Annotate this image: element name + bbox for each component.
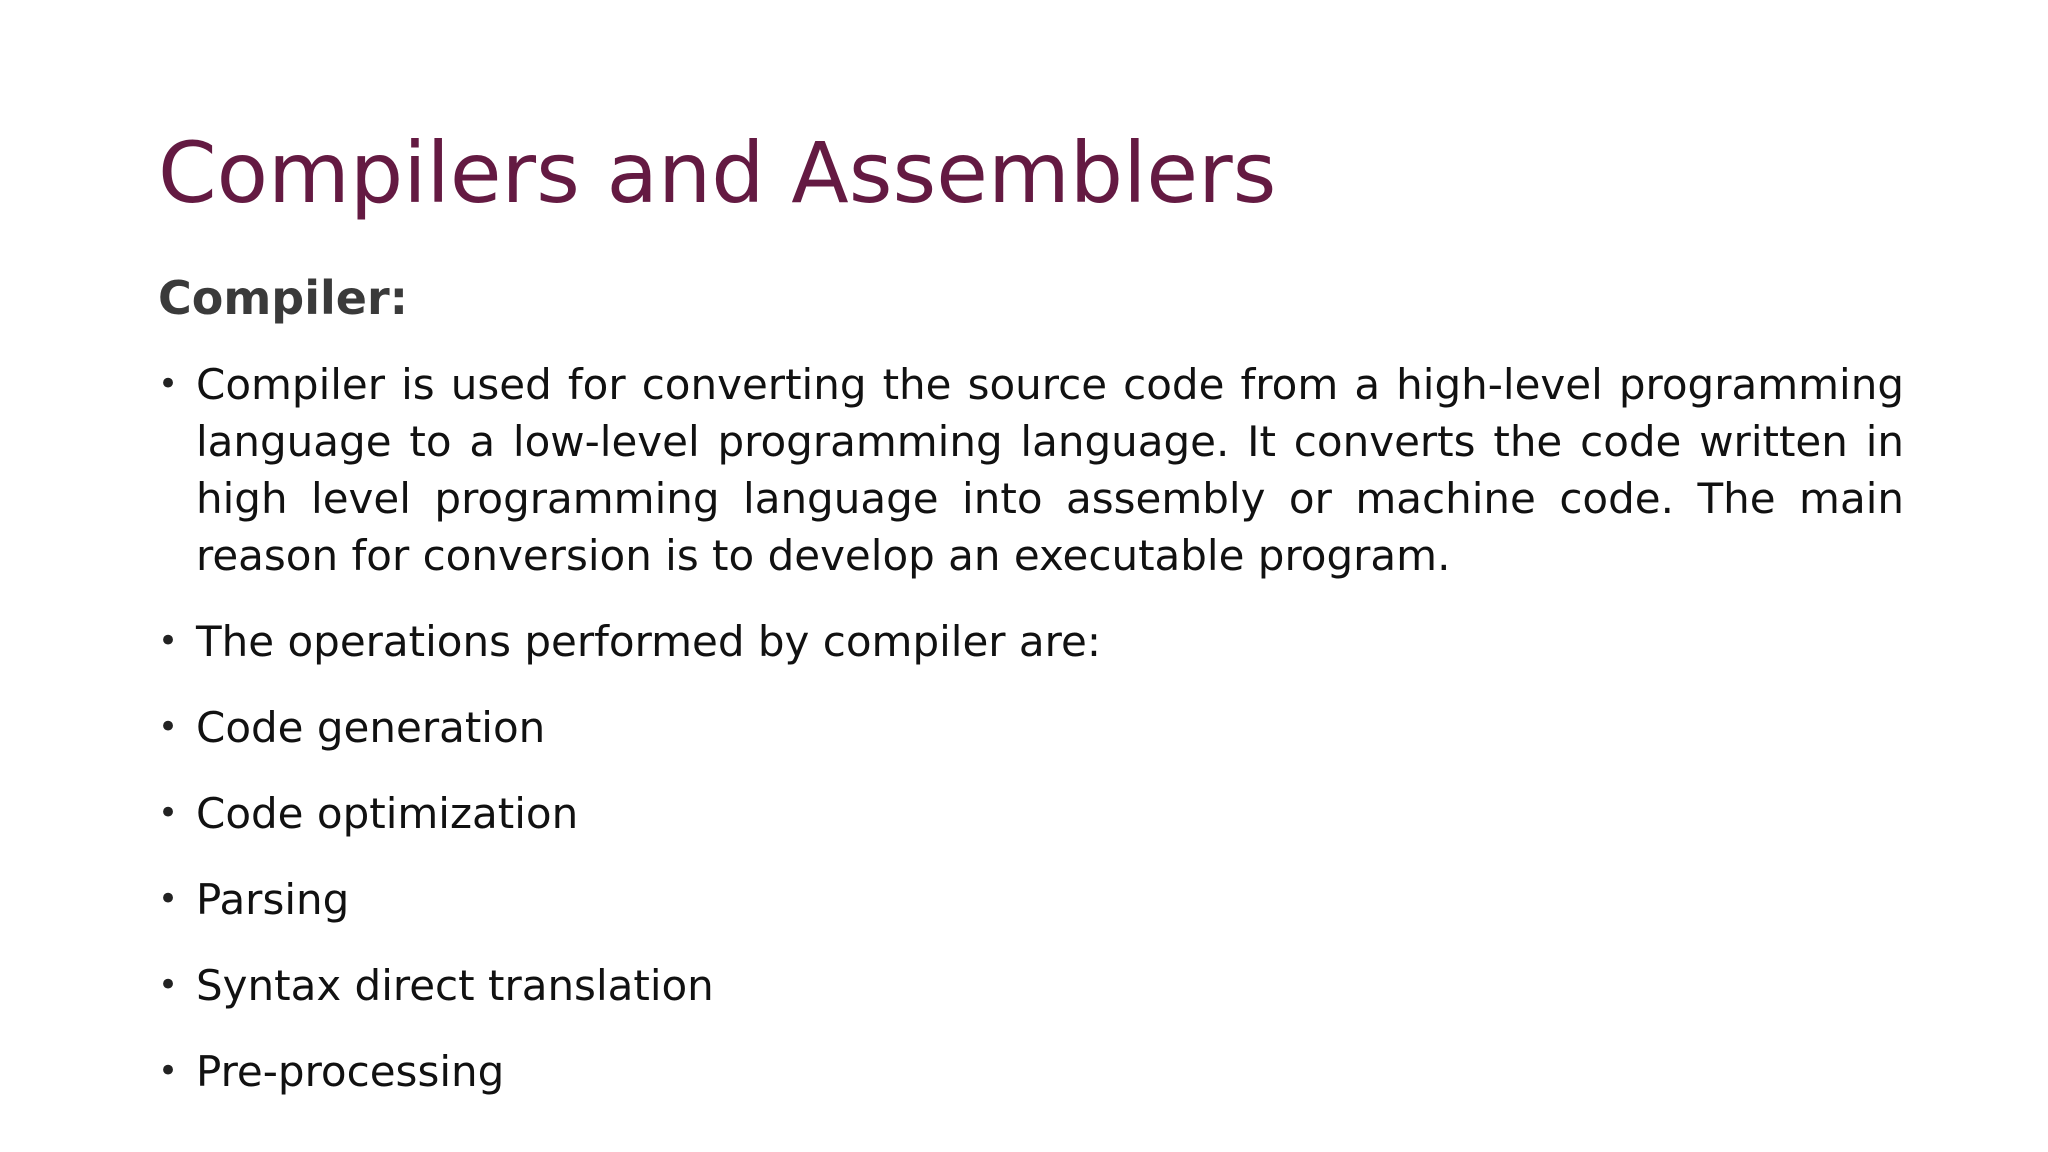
bullet-text: Syntax direct translation: [196, 961, 714, 1010]
bullet-text: Code generation: [196, 703, 546, 752]
bullet-item: [158, 356, 1904, 584]
bullet-icon: •: [158, 621, 179, 661]
section-heading: Compiler:: [158, 271, 409, 325]
bullet-text: Pre-processing: [196, 1047, 505, 1096]
bullet-item: [158, 699, 1904, 756]
bullet-text: Compiler is used for converting the source code from a high-level programming language to a low-level programming language. It converts the code written in high level programming language into assembly or machine code. The main reason for conversion is to develop an executable program.: [196, 360, 1904, 580]
slide-title: Compilers and Assemblers: [158, 124, 1277, 222]
bullet-icon: •: [158, 707, 179, 747]
bullet-item: [158, 871, 1904, 928]
bullet-item: [158, 785, 1904, 842]
bullet-item: [158, 1043, 1904, 1100]
bullet-icon: •: [158, 965, 179, 1005]
bullet-icon: •: [158, 793, 179, 833]
bullet-text: Parsing: [196, 875, 350, 924]
bullet-icon: •: [158, 879, 179, 919]
bullet-list: [158, 356, 1904, 1129]
bullet-item: [158, 957, 1904, 1014]
bullet-text: The operations performed by compiler are:: [196, 617, 1101, 666]
bullet-icon: •: [158, 364, 179, 404]
bullet-icon: •: [158, 1051, 179, 1091]
bullet-text: Code optimization: [196, 789, 579, 838]
bullet-item: [158, 613, 1904, 670]
